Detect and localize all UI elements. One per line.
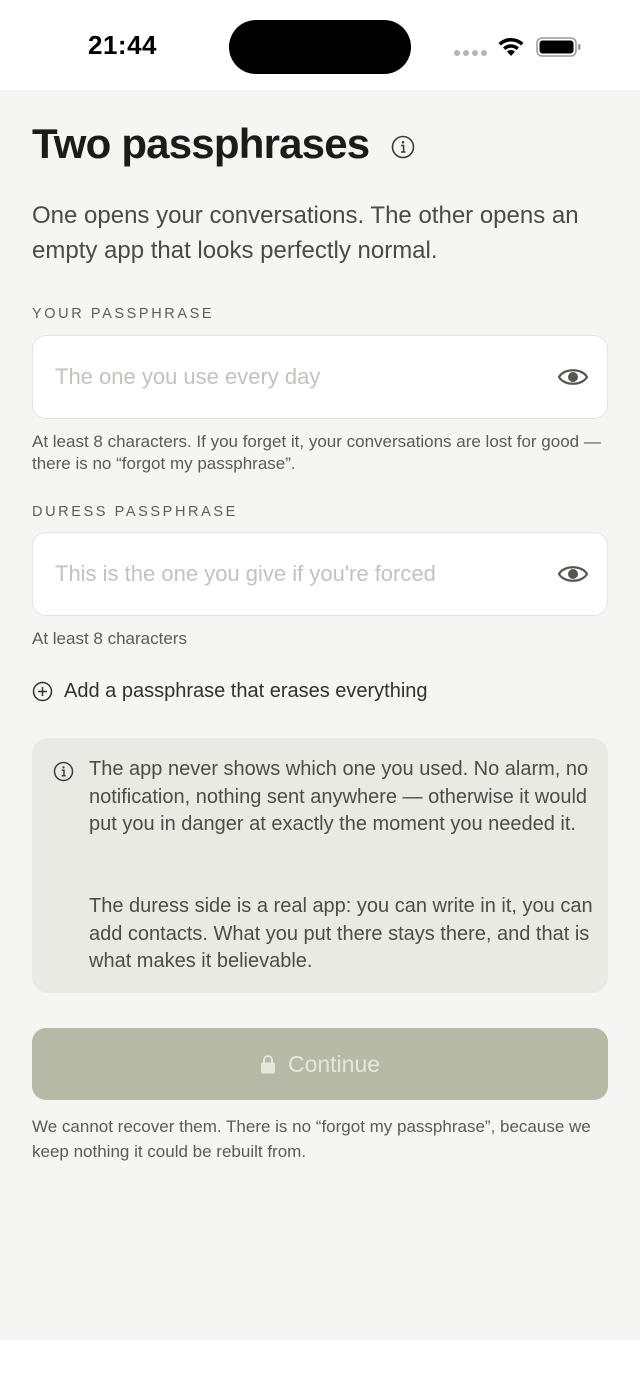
wifi-icon	[497, 35, 525, 57]
page-title: Two passphrases	[32, 120, 370, 167]
info-icon	[53, 761, 74, 782]
passphrase-setup-screen	[0, 90, 640, 1340]
dynamic-island	[229, 20, 411, 74]
add-erase-passphrase-link[interactable]	[32, 680, 428, 703]
your-passphrase-input[interactable]	[55, 336, 535, 418]
eye-icon[interactable]	[557, 366, 589, 388]
info-icon[interactable]	[391, 135, 415, 159]
eye-icon[interactable]	[557, 563, 589, 585]
add-erase-passphrase-label: Add a passphrase that erases everything	[64, 680, 428, 702]
duress-passphrase-label: DURESS PASSPHRASE	[32, 504, 238, 520]
your-passphrase-hint: At least 8 characters. If you forget it, your conversations are lost for good — there is no “forgot my passphrase”.	[32, 432, 601, 473]
duress-passphrase-field	[32, 532, 608, 616]
status-bar	[0, 0, 640, 90]
continue-label: Continue	[287, 1050, 381, 1077]
info-paragraph-2: The duress side is a real app: you can write in it, you can add contacts. What you put there stays there, and that is what makes it believable.	[89, 895, 593, 972]
info-box	[32, 738, 608, 993]
title-row	[32, 120, 415, 168]
plus-circle-icon	[32, 681, 53, 702]
status-time: 21:44	[88, 30, 157, 60]
your-passphrase-field	[32, 335, 608, 419]
intro-text: One opens your conversations. The other opens an empty app that looks perfectly normal.	[32, 202, 579, 264]
your-passphrase-label: YOUR PASSPHRASE	[32, 306, 215, 322]
duress-passphrase-hint: At least 8 characters	[32, 629, 187, 648]
duress-passphrase-input[interactable]	[55, 533, 535, 615]
signal-dots-icon	[454, 50, 488, 56]
battery-icon	[536, 37, 582, 57]
footer-note: We cannot recover them. There is no “forgot my passphrase”, because we keep nothing it could be rebuilt from.	[32, 1117, 591, 1161]
info-paragraph-1: The app never shows which one you used. No alarm, no notification, nothing sent anywhere — otherwise it would put you in danger at exactly the moment you needed it.	[89, 758, 589, 835]
continue-button[interactable]	[32, 1028, 608, 1100]
lock-icon	[260, 1054, 276, 1074]
